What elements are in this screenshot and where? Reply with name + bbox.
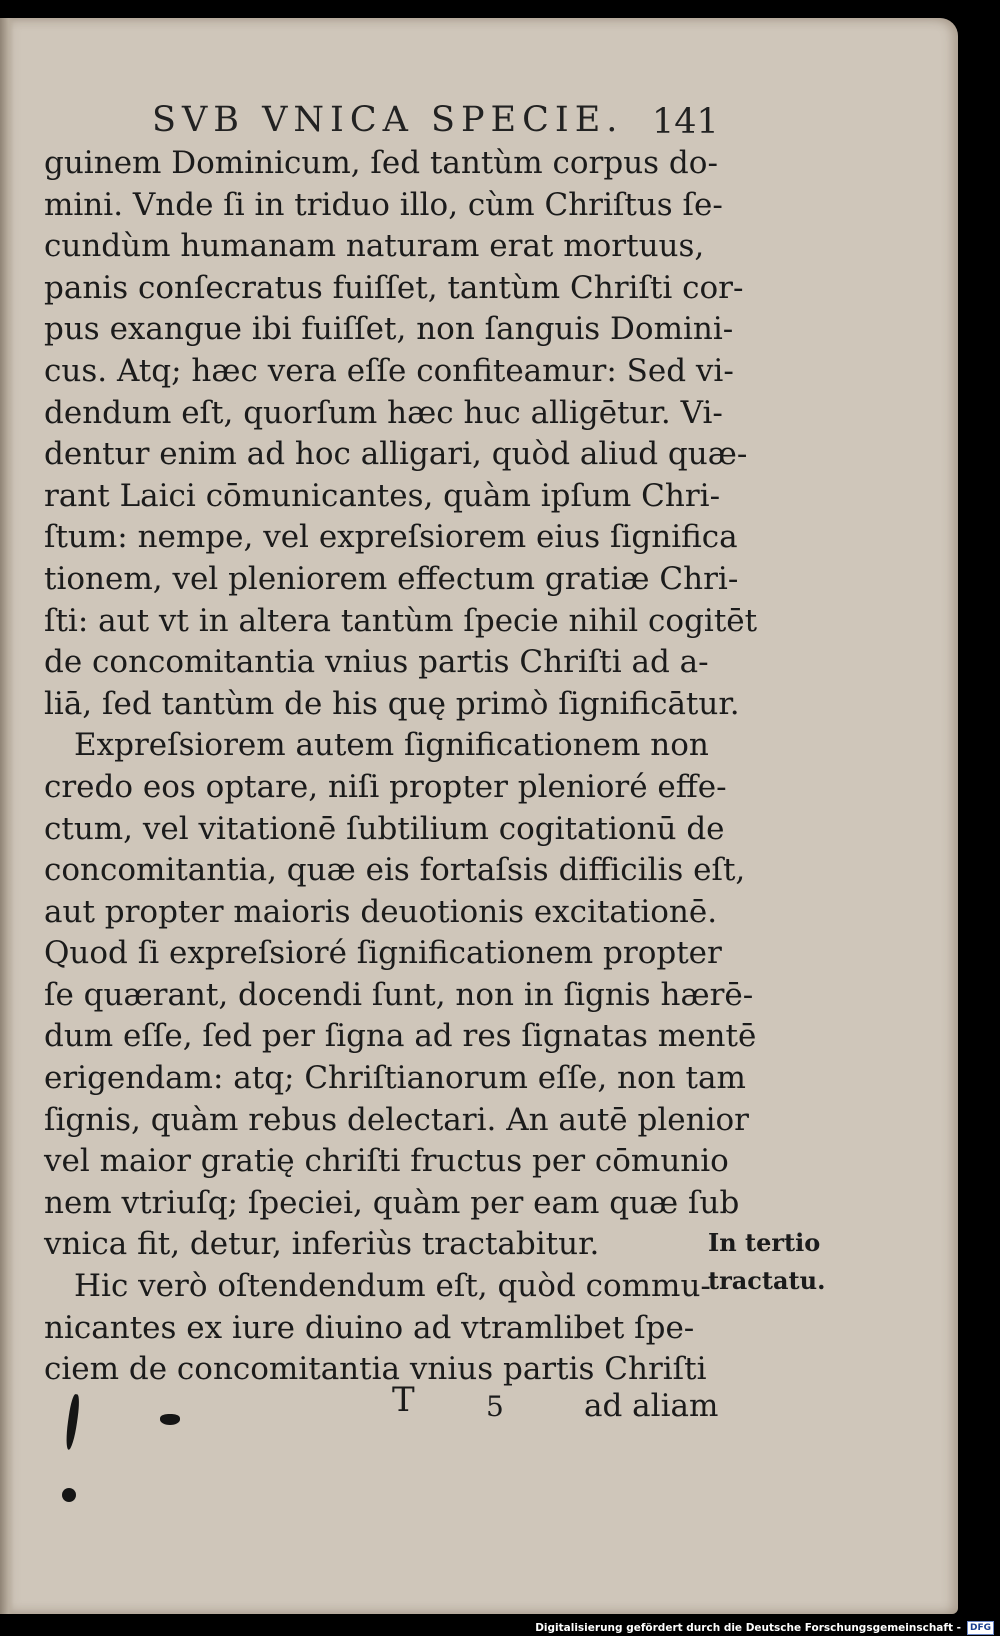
text-line: tionem, vel pleniorem effectum gratiæ Chri- (44, 560, 739, 597)
body-text (44, 143, 758, 1391)
ink-dash-mark (160, 1414, 180, 1425)
text-line: Quod ſi expreſsioré ſignificationem propter (44, 935, 722, 972)
text-line: concomitantia, quæ eis fortaſsis difficilis eſt, (44, 852, 746, 889)
text-line: de concomitantia vnius partis Chriſti ad a- (44, 644, 709, 681)
margin-note-line-2: tractatu. (708, 1266, 826, 1295)
text-line: ſti: aut vt in altera tantùm ſpecie nihil cogitēt (44, 602, 758, 639)
text-line: Expreſsiorem autem ſignificationem non (74, 727, 709, 764)
text-line: nem vtriuſq; ſpeciei, quàm per eam quæ ſub (44, 1184, 740, 1221)
margin-note-line-1: In tertio (708, 1228, 821, 1257)
text-line: dentur enim ad hoc alligari, quòd aliud quæ- (44, 436, 748, 473)
catchword: ad aliam (584, 1388, 719, 1424)
running-head: SVB VNICA SPECIE. (152, 100, 624, 140)
text-line: erigendam: atq; Chriſtianorum eſſe, non tam (44, 1060, 746, 1097)
text-line: guinem Dominicum, ſed tantùm corpus do- (44, 145, 718, 181)
signature-number: 5 (486, 1390, 504, 1423)
text-line: vnica fit, detur, inferiùs tractabitur. (44, 1226, 600, 1263)
text-line: cus. Atq; hæc vera eſſe confiteamur: Sed vi- (44, 352, 734, 389)
text-line: ſignis, quàm rebus delectari. An autē plenior (44, 1101, 749, 1138)
text-line: credo eos optare, niſi propter plenioré effe- (44, 768, 727, 805)
text-line: panis conſecratus fuiſſet, tantùm Chriſti cor- (44, 269, 744, 306)
text-line: pus exangue ibi fuiſſet, non ſanguis Domini- (44, 311, 734, 348)
text-line: ciem de concomitantia vnius partis Chriſti (44, 1351, 707, 1388)
text-line: nicantes ex iure diuino ad vtramlibet ſpe- (44, 1309, 695, 1346)
page-gutter-shadow (0, 18, 14, 1614)
dfg-logo-icon: DFG (967, 1621, 994, 1635)
text-line: dum eſſe, ſed per ſigna ad res ſignatas mentē (44, 1018, 757, 1055)
text-line: dendum eſt, quorſum hæc huc alligētur. Vi- (44, 394, 723, 431)
text-line: vel maior gratię chriſti fructus per cōmunio (44, 1143, 729, 1180)
text-line: ctum, vel vitationē ſubtilium cogitationū de (44, 810, 725, 847)
text-line: ſtum: nempe, vel expreſsiorem eius ſignifica (44, 519, 738, 556)
ink-dot-mark (62, 1488, 76, 1502)
text-line: mini. Vnde ſi in triduo illo, cùm Chriſtus ſe- (44, 186, 723, 223)
text-line: cundùm humanam naturam erat mortuus, (44, 228, 705, 265)
signature-mark: T (392, 1380, 415, 1420)
digitization-footer (535, 1621, 994, 1635)
text-line: aut propter maioris deuotionis excitationē. (44, 893, 718, 930)
text-line: liā, ſed tantùm de his quę primò ſignificātur. (44, 685, 740, 722)
page-number: 141 (652, 102, 719, 142)
text-line: ſe quærant, docendi ſunt, non in ſignis hærē- (44, 976, 754, 1013)
footer-text: Digitalisierung gefördert durch die Deutsche Forschungsgemeinschaft - (535, 1622, 961, 1634)
text-line: Hic verò oſtendendum eſt, quòd commu- (74, 1268, 711, 1305)
text-line: rant Laici cōmunicantes, quàm ipſum Chri- (44, 477, 721, 514)
